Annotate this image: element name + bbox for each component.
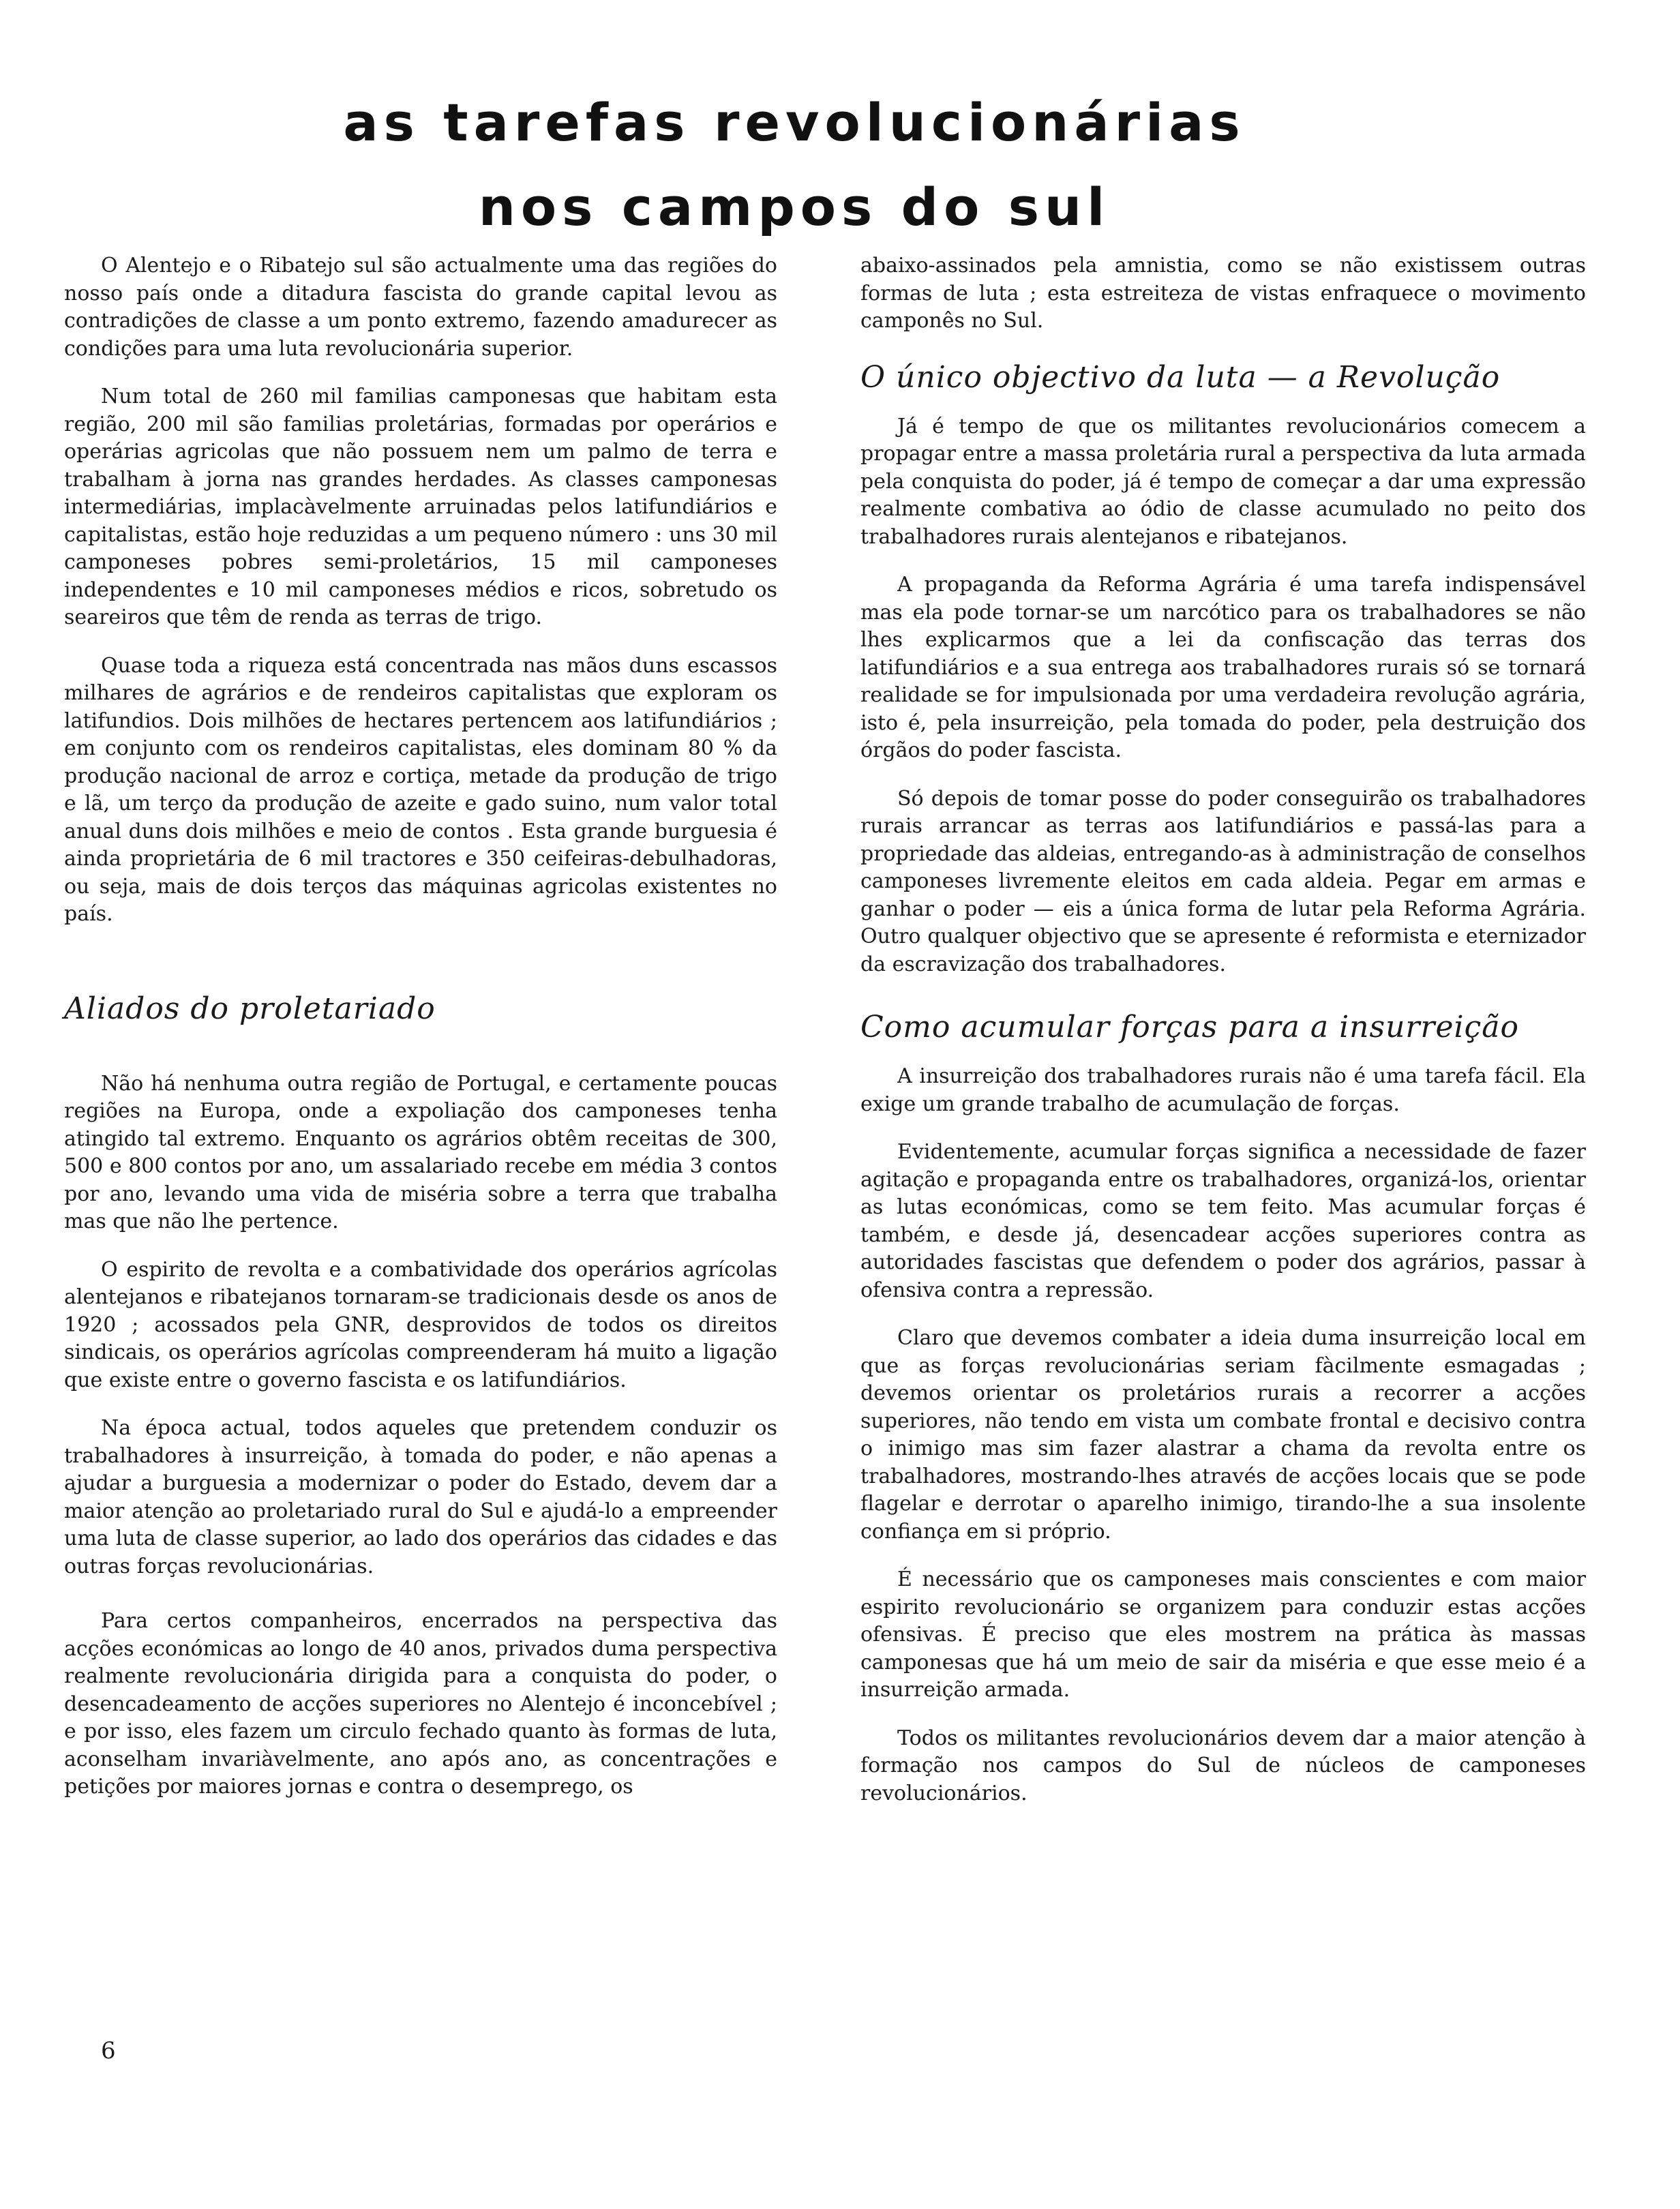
section-heading-objectivo: O único objectivo da luta — a Revolução [860, 359, 1501, 395]
article-title [273, 80, 1316, 250]
paragraph-continuation: abaixo-assinados pela amnistia, como se não existissem outras formas de luta ; esta estreiteza de vistas enfraquece o movimento camponês no Sul. [860, 254, 1586, 333]
section-heading-acumular: Como acumular forças para a insurreição [860, 1010, 1519, 1045]
paragraph-companions: Para certos companheiros, encerrados na perspectiva das acções económicas ao longo de 40 anos, privados duma perspectiva realmente revolucionária dirigida para a conquista do poder, o desencadeamento de acções superiores no Alentejo é inconcebível ; e por isso, eles fazem um circulo fechado quanto às formas de luta, aconselham invariàvelmente, ano após ano, as concentrações e petições por maiores jornas e contra o desemprego, os [64, 1609, 777, 1799]
paragraph-accumulate-forces: Evidentemente, acumular forças significa a necessidade de fazer agitação e propaganda entre os trabalhadores, organizá-los, orientar as lutas económicas, como se tem feito. Mas acumular forças é também, e desde já, desencadear acções superiores contra as autoridades fascistas que defendem o poder dos agrários, passar à ofensiva contra a repressão. [860, 1140, 1586, 1302]
paragraph-take-power: Só depois de tomar posse do poder conseguirão os trabalhadores rurais arrancar as terras aos latifundiários e passá-las para a propriedade das aldeias, entregando-as à administração de conselhos camponeses livremente eleitos em cada aldeia. Pegar em armas e ganhar o poder — eis a única forma de lutar pela Reforma Agrária. Outro qualquer objectivo que se apresente é reformista e eternizador da escravização dos trabalhadores. [860, 786, 1586, 976]
title-line-2: nos campos do sul [478, 177, 1111, 237]
right-column [860, 252, 1586, 1828]
paragraph-intro: O Alentejo e o Ribatejo sul são actualmente uma das regiões do nosso país onde a ditadura fascista do grande capital levou as contradições de classe a um ponto extremo, fazendo amadurecer as condições para uma luta revolucionária superior. [64, 254, 777, 361]
title-line-1: as tarefas revolucionárias [343, 92, 1246, 153]
paragraph-insurrection-task: A insurreição dos trabalhadores rurais não é uma tarefa fácil. Ela exige um grande trabalho de acumulação de forças. [860, 1064, 1586, 1116]
paragraph-expoliation: Não há nenhuma outra região de Portugal, e certamente poucas regiões na Europa, onde a expoliação dos camponeses tenha atingido tal extremo. Enquanto os agrários obtêm receitas de 300, 500 e 800 contos por ano, um assalariado recebe em média 3 contos por ano, levando uma vida de miséria sobre a terra que trabalha mas que não lhe pertence. [64, 1071, 777, 1233]
paragraph-current-epoch: Na época actual, todos aqueles que pretendem conduzir os trabalhadores à insurreição, à tomada do poder, e não apenas a ajudar a burguesia a modernizar o poder do Estado, devem dar a maior atenção ao proletariado rural do Sul e ajudá-lo a empreender uma luta de classe superior, ao lado dos operários das cidades e das outras forças revolucionárias. [64, 1416, 777, 1578]
left-column [64, 252, 777, 1822]
section-heading-aliados: Aliados do proletariado [64, 991, 436, 1026]
paragraph-revolt-spirit: O espirito de revolta e a combatividade dos operários agrícolas alentejanos e ribatejanos tornaram-se tradicionais desde os anos de 1920 ; acossados pela GNR, desprovidos de todos os direitos sindicais, os operários agrícolas compreenderam há muito a ligação que existe entre o governo fascista e os latifundiários. [64, 1257, 777, 1392]
paragraph-propagate: Já é tempo de que os militantes revolucionários comecem a propagar entre a massa proletária rural a perspectiva da luta armada pela conquista do poder, já é tempo de começar a dar uma expressão realmente combativa ao ódio de classe acumulado no peito dos trabalhadores rurais alentejanos e ribatejanos. [860, 414, 1586, 549]
paragraph-wealth: Quase toda a riqueza está concentrada nas mãos duns escassos milhares de agrários e de rendeiros capitalistas que exploram os latifundios. Dois milhões de hectares pertencem aos latifundiários ; em conjunto com os rendeiros capitalistas, eles dominam 80 % da produção nacional de arroz e cortiça, metade da produção de trigo e lã, um terço da produção de azeite e gado suino, num valor total anual duns dois milhões e meio de contos . Esta grande burguesia é ainda proprietária de 6 mil tractores e 350 ceifeiras-debulhadoras, ou seja, mais de dois terços das máquinas agricolas existentes no país. [64, 653, 777, 926]
page-number: 6 [101, 2037, 116, 2064]
paragraph-militants: Todos os militantes revolucionários devem dar a maior atenção à formação nos campos do Sul de núcleos de camponeses revolucionários. [860, 1726, 1586, 1805]
paragraph-families: Num total de 260 mil familias camponesas que habitam esta região, 200 mil são familias proletárias, formadas por operários e operárias agricolas que não possuem nem um palmo de terra e trabalham à jorna nas grandes herdades. As classes camponesas intermediárias, implacàvelmente arruinadas pelos latifundiários e capitalistas, estão hoje reduzidas a um pequeno número : uns 30 mil camponeses pobres semi-proletários, 15 mil camponeses independentes e 10 mil camponeses médios e ricos, sobretudo os seareiros que têm de renda as terras de trigo. [64, 385, 777, 629]
paragraph-conscious-peasants: É necessário que os camponeses mais conscientes e com maior espirito revolucionário se organizem para conduzir estas acções ofensivas. É preciso que eles mostrem na prática às massas camponesas que há um meio de sair da miséria e que esse meio é a insurreição armada. [860, 1567, 1586, 1702]
paragraph-agrarian-reform: A propaganda da Reforma Agrária é uma tarefa indispensável mas ela pode tornar-se um narcótico para os trabalhadores se não lhes explicarmos que a lei da confiscação das terras dos latifundiários e a sua entrega aos trabalhadores rurais só se tornará realidade se for impulsionada por uma verdadeira revolução agrária, isto é, pela insurreição, pela tomada do poder, pela destruição dos órgãos do poder fascista. [860, 573, 1586, 762]
paragraph-local-insurrection: Claro que devemos combater a ideia duma insurreição local em que as forças revolucionárias seriam fàcilmente esmagadas ; devemos orientar os proletários rurais a recorrer a acções superiores, não tendo em vista um combate frontal e decisivo contra o inimigo mas sim fazer alastrar a chama da revolta entre os trabalhadores, mostrando-lhes através de acções locais que se pode flagelar e derrotar o aparelho inimigo, tirando-lhe a sua insolente confiança em si próprio. [860, 1326, 1586, 1544]
